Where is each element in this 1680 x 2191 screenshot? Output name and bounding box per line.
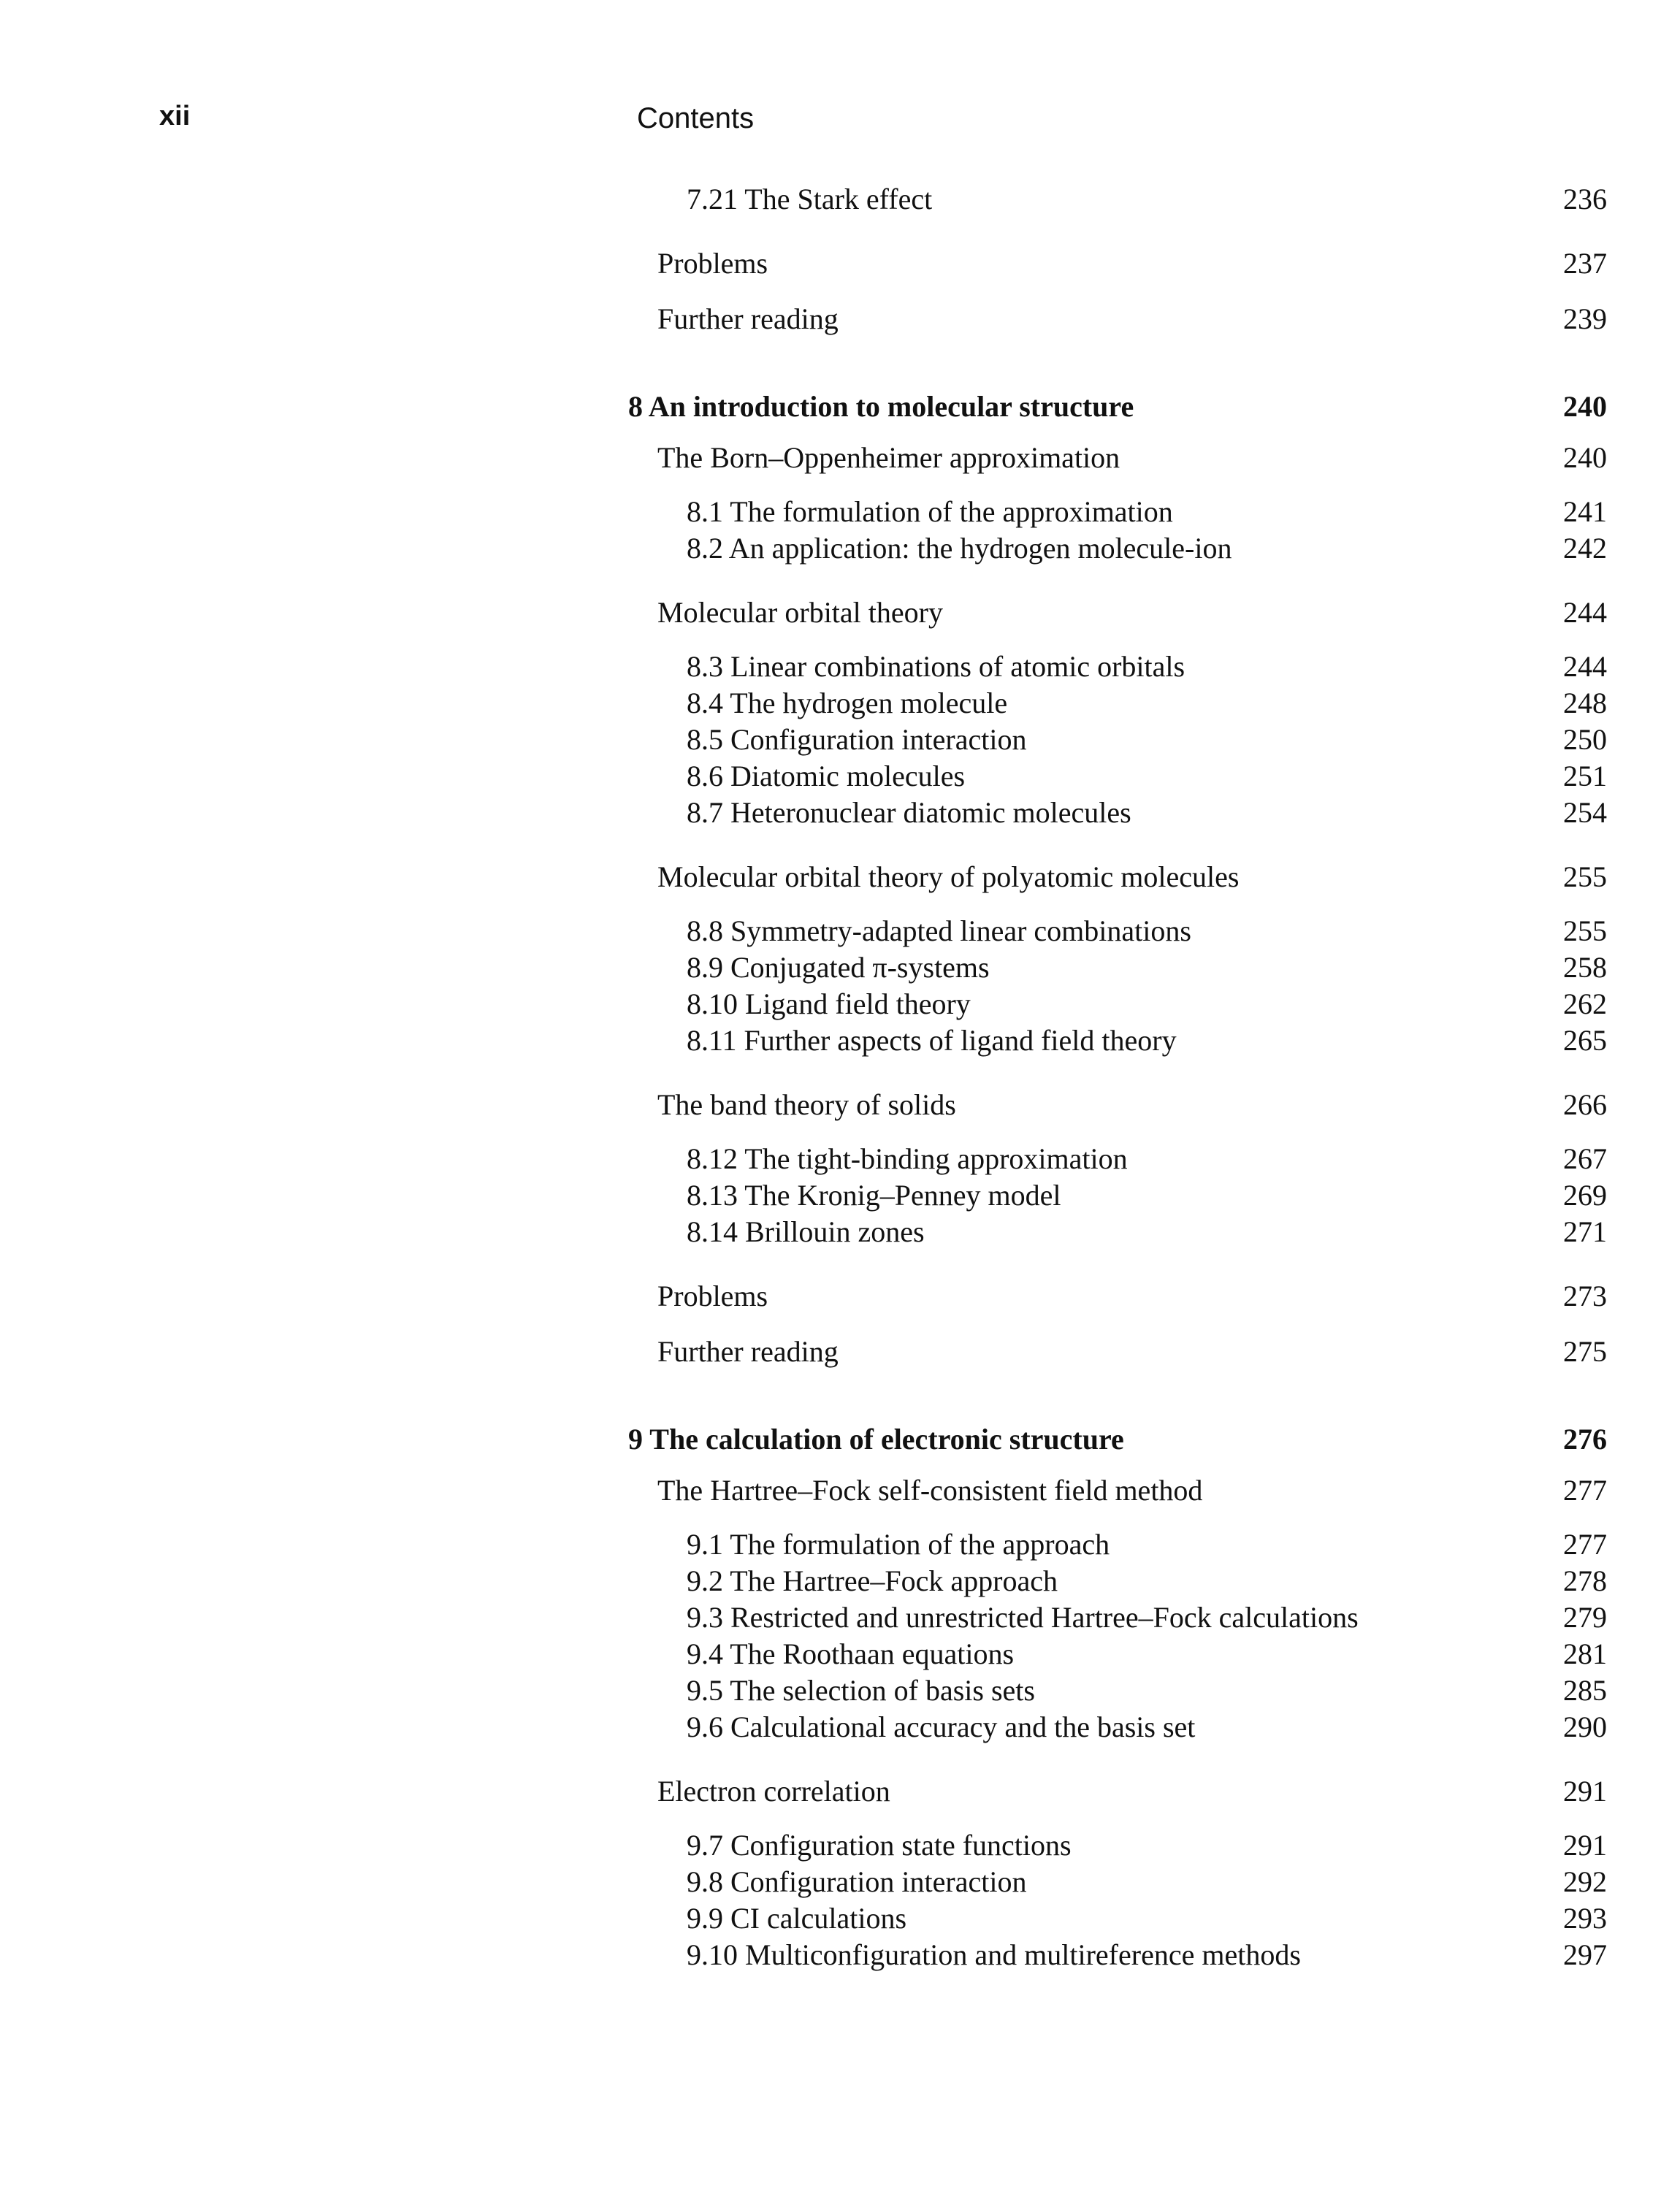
toc-page: 275 [1563, 1335, 1607, 1368]
toc-further-reading-8 [628, 1334, 1607, 1370]
toc-title: 8.3 Linear combinations of atomic orbitals [687, 650, 1185, 683]
toc-section [628, 649, 1607, 685]
toc-title: 8.8 Symmetry-adapted linear combinations [687, 914, 1191, 947]
toc-title: 9.4 The Roothaan equations [687, 1637, 1015, 1670]
table-of-contents [628, 181, 1607, 1973]
toc-page: 265 [1563, 1024, 1607, 1057]
toc-section [628, 1937, 1607, 1973]
toc-page: 240 [1563, 390, 1607, 423]
toc-title: 8.7 Heteronuclear diatomic molecules [687, 796, 1131, 829]
toc-page: 291 [1563, 1775, 1607, 1808]
toc-page: 292 [1563, 1865, 1607, 1898]
toc-section [628, 530, 1607, 567]
toc-section [628, 722, 1607, 758]
toc-title: Electron correlation [657, 1775, 890, 1808]
toc-page: 241 [1563, 495, 1607, 528]
toc-page: 250 [1563, 723, 1607, 756]
toc-title: Problems [657, 247, 768, 280]
toc-chapter-title: 8 An introduction to molecular structure [628, 390, 1134, 423]
toc-section [628, 1709, 1607, 1745]
toc-section-7-21 [628, 181, 1607, 218]
toc-page: 276 [1563, 1423, 1607, 1456]
toc-title: Further reading [657, 1335, 839, 1368]
toc-section [628, 1864, 1607, 1900]
toc-title: 9.7 Configuration state functions [687, 1829, 1072, 1862]
toc-page: 258 [1563, 951, 1607, 984]
toc-page: 281 [1563, 1637, 1607, 1670]
toc-group-mo-theory [628, 594, 1607, 631]
toc-page: 237 [1563, 247, 1607, 280]
toc-page: 290 [1563, 1710, 1607, 1743]
toc-section [628, 1141, 1607, 1177]
toc-page: 273 [1563, 1280, 1607, 1312]
toc-title: 9.6 Calculational accuracy and the basis set [687, 1710, 1196, 1743]
running-head: Contents [637, 102, 755, 134]
toc-section [628, 1900, 1607, 1937]
toc-problems-7 [628, 245, 1607, 282]
toc-title: 8.10 Ligand field theory [687, 987, 971, 1020]
toc-section [628, 1636, 1607, 1672]
toc-page: 291 [1563, 1829, 1607, 1862]
toc-page: 236 [1563, 183, 1607, 215]
toc-group-born-oppenheimer [628, 440, 1607, 476]
toc-title: The Hartree–Fock self-consistent field method [657, 1474, 1203, 1507]
toc-page: 277 [1563, 1474, 1607, 1507]
toc-page: 244 [1563, 596, 1607, 629]
toc-title: 9.1 The formulation of the approach [687, 1528, 1110, 1561]
toc-problems-8 [628, 1278, 1607, 1315]
toc-page: 244 [1563, 650, 1607, 683]
toc-page: 248 [1563, 687, 1607, 719]
toc-title: 9.10 Multiconfiguration and multireference methods [687, 1938, 1301, 1971]
toc-page: 278 [1563, 1564, 1607, 1597]
toc-section [628, 1563, 1607, 1599]
toc-page: 254 [1563, 796, 1607, 829]
toc-chapter-title: 9 The calculation of electronic structure [628, 1423, 1124, 1456]
toc-title: 8.4 The hydrogen molecule [687, 687, 1008, 719]
toc-page: 285 [1563, 1674, 1607, 1707]
toc-page: 240 [1563, 441, 1607, 474]
toc-chapter-8 [628, 389, 1607, 425]
toc-title: The Born–Oppenheimer approximation [657, 441, 1120, 474]
toc-title: Further reading [657, 302, 839, 335]
toc-section [628, 1022, 1607, 1059]
page-number: xii [159, 101, 191, 131]
toc-title: 9.3 Restricted and unrestricted Hartree–Fock calculations [687, 1601, 1359, 1634]
toc-title: 9.2 The Hartree–Fock approach [687, 1564, 1058, 1597]
toc-title: 8.14 Brillouin zones [687, 1215, 925, 1248]
toc-page: 297 [1563, 1938, 1607, 1971]
toc-section [628, 494, 1607, 530]
toc-section [628, 1672, 1607, 1709]
toc-title: 9.5 The selection of basis sets [687, 1674, 1035, 1707]
toc-page: 277 [1563, 1528, 1607, 1561]
toc-page: 279 [1563, 1601, 1607, 1634]
toc-section [628, 1214, 1607, 1250]
toc-title: 9.9 CI calculations [687, 1902, 907, 1935]
toc-section [628, 986, 1607, 1022]
toc-group-electron-correlation [628, 1773, 1607, 1810]
toc-title: Molecular orbital theory [657, 596, 943, 629]
toc-page: 266 [1563, 1088, 1607, 1121]
toc-section [628, 949, 1607, 986]
toc-title: 8.2 An application: the hydrogen molecule-ion [687, 532, 1232, 565]
toc-page: 239 [1563, 302, 1607, 335]
toc-title: 8.9 Conjugated π-systems [687, 951, 990, 984]
toc-title: 8.12 The tight-binding approximation [687, 1142, 1128, 1175]
toc-section [628, 1526, 1607, 1563]
toc-group-band-theory [628, 1087, 1607, 1123]
toc-page: 242 [1563, 532, 1607, 565]
toc-group-mo-polyatomic [628, 859, 1607, 895]
toc-section [628, 1599, 1607, 1636]
toc-title: 8.5 Configuration interaction [687, 723, 1027, 756]
toc-title: 7.21 The Stark effect [687, 183, 933, 215]
toc-section [628, 758, 1607, 795]
toc-title: 8.1 The formulation of the approximation [687, 495, 1173, 528]
toc-page: 267 [1563, 1142, 1607, 1175]
toc-title: The band theory of solids [657, 1088, 956, 1121]
toc-page: 269 [1563, 1179, 1607, 1212]
toc-section [628, 795, 1607, 831]
toc-section [628, 1177, 1607, 1214]
toc-further-reading-7 [628, 301, 1607, 337]
toc-page: 255 [1563, 860, 1607, 893]
toc-title: 8.13 The Kronig–Penney model [687, 1179, 1061, 1212]
toc-title: Molecular orbital theory of polyatomic molecules [657, 860, 1240, 893]
toc-section [628, 913, 1607, 949]
toc-title: 9.8 Configuration interaction [687, 1865, 1027, 1898]
toc-page: 293 [1563, 1902, 1607, 1935]
toc-title: 8.11 Further aspects of ligand field theory [687, 1024, 1177, 1057]
toc-section [628, 1827, 1607, 1864]
toc-page: 251 [1563, 760, 1607, 792]
toc-chapter-9 [628, 1421, 1607, 1458]
toc-title: Problems [657, 1280, 768, 1312]
toc-page: 255 [1563, 914, 1607, 947]
toc-group-hartree-fock [628, 1472, 1607, 1509]
toc-page: 271 [1563, 1215, 1607, 1248]
toc-page: 262 [1563, 987, 1607, 1020]
toc-section [628, 685, 1607, 722]
toc-title: 8.6 Diatomic molecules [687, 760, 966, 792]
